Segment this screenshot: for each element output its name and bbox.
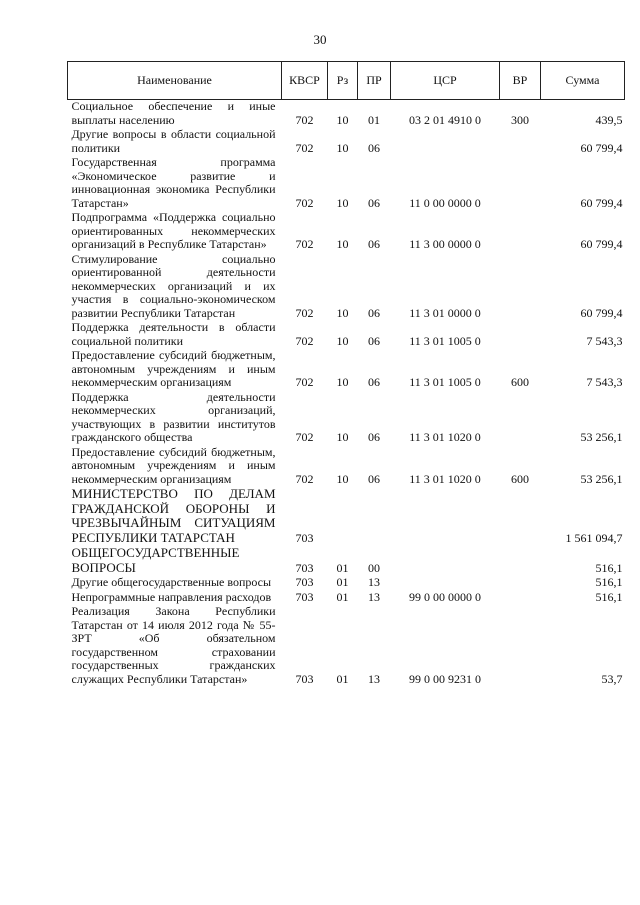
table-row [68, 546, 625, 576]
row-name-cell: Стимулирование социально ориентированной деятельности некоммерческих организаций и их участия в социально-экономическом развитии Республики Татарстан [71, 251, 276, 320]
row-pr-cell [358, 487, 391, 546]
row-csr-cell: 03 2 01 4910 0 [409, 112, 481, 127]
row-kvsr-cell: 702 [295, 430, 314, 444]
row-vr-cell [500, 391, 541, 446]
row-sum-cell: 516,1 [595, 589, 623, 604]
row-name-cell: Поддержка деятельности в области социальной политики [71, 320, 276, 348]
row-csr-cell: 11 3 01 1005 0 [409, 375, 481, 389]
row-kvsr-cell: 702 [295, 333, 314, 348]
table-header-row [68, 62, 625, 100]
row-sum-cell: 516,1 [595, 575, 623, 589]
row-kvsr-cell: 703 [295, 589, 314, 604]
row-pr-cell: 06 [368, 195, 380, 210]
row-csr-cell: 11 3 01 1020 0 [409, 471, 481, 486]
table-row [68, 446, 625, 488]
row-csr-cell: 11 3 00 0000 0 [409, 237, 481, 251]
table-row [68, 605, 625, 687]
row-sum-cell: 516,1 [595, 560, 623, 575]
row-pr-cell: 06 [368, 237, 380, 251]
row-rz-cell [328, 487, 358, 546]
header-pr: ПР [358, 62, 391, 100]
row-rz-cell: 01 [336, 671, 349, 686]
row-vr-cell [500, 253, 541, 322]
header-name: Наименование [68, 62, 282, 100]
row-vr-cell: 600 [511, 375, 529, 389]
row-csr-cell: 11 3 01 1005 0 [409, 333, 481, 348]
row-pr-cell: 00 [368, 560, 380, 575]
row-csr-cell: 99 0 00 9231 0 [409, 671, 481, 686]
row-vr-cell [500, 487, 541, 546]
row-name-cell: Другие вопросы в области социальной политики [71, 127, 276, 155]
row-vr-cell [500, 576, 541, 591]
row-name-cell: Непрограммные направления расходов [71, 589, 272, 604]
row-kvsr-cell: 702 [295, 471, 314, 486]
row-rz-cell: 10 [336, 375, 349, 389]
row-pr-cell: 13 [368, 575, 380, 589]
row-name-cell: Предоставление субсидий бюджетным, автономным учреждениям и иным некоммерческим организациям [71, 348, 276, 389]
page-number: 30 [313, 32, 327, 47]
row-rz-cell: 10 [336, 112, 349, 127]
row-kvsr-cell: 702 [295, 305, 314, 320]
row-csr-cell: 11 0 00 0000 0 [409, 195, 481, 210]
row-sum-cell: 53 256,1 [580, 471, 623, 486]
row-vr-cell [500, 128, 541, 156]
row-sum-cell: 7 543,3 [586, 375, 623, 389]
row-rz-cell: 10 [336, 195, 349, 210]
row-kvsr-cell: 703 [295, 671, 314, 686]
row-kvsr-cell: 703 [295, 560, 314, 575]
row-vr-cell: 300 [511, 112, 529, 127]
row-vr-cell [500, 591, 541, 606]
row-csr-cell: 99 0 00 0000 0 [409, 589, 481, 604]
row-name-cell: Поддержка деятельности некоммерческих организаций, участвующих в развитии институтов гражданского общества [71, 389, 276, 444]
header-kvsr: КВСР [282, 62, 328, 100]
table-row [68, 487, 625, 546]
row-sum-cell: 60 799,4 [580, 305, 623, 320]
row-csr-cell: 11 3 01 0000 0 [409, 305, 481, 320]
row-kvsr-cell: 702 [295, 195, 314, 210]
row-kvsr-cell: 702 [295, 375, 314, 389]
header-sum: Сумма [541, 62, 625, 100]
table-row [68, 156, 625, 211]
table-row [68, 576, 625, 591]
row-name-cell: Подпрограмма «Поддержка социально ориентированных некоммерческих организаций в Республике Татарстан» [71, 210, 276, 251]
row-vr-cell [500, 546, 541, 576]
row-csr-cell: 11 3 01 1020 0 [409, 430, 481, 444]
row-vr-cell [500, 211, 541, 253]
row-sum-cell: 1 561 094,7 [565, 530, 623, 545]
row-sum-cell: 60 799,4 [580, 140, 623, 155]
row-pr-cell: 13 [368, 671, 380, 686]
row-csr-cell [391, 128, 500, 156]
row-rz-cell: 01 [336, 575, 349, 589]
header-vr: ВР [500, 62, 541, 100]
header-rz: Рз [328, 62, 358, 100]
row-name-cell: Реализация Закона Республики Татарстан от 14 июля 2012 года № 55-ЗРТ «Об обязательном государственном страховании государственных гражданских служащих Республики Татарстан» [71, 604, 276, 686]
row-name-cell: Социальное обеспечение и иные выплаты населению [71, 99, 276, 127]
row-pr-cell: 06 [368, 305, 380, 320]
row-name-cell: ОБЩЕГОСУДАРСТВЕННЫЕ ВОПРОСЫ [71, 545, 240, 575]
table-row [68, 591, 625, 606]
row-sum-cell: 60 799,4 [580, 237, 623, 251]
row-rz-cell: 10 [336, 237, 349, 251]
row-sum-cell: 60 799,4 [580, 195, 623, 210]
row-name-cell: МИНИСТЕРСТВО ПО ДЕЛАМ ГРАЖДАНСКОЙ ОБОРОНЫ И ЧРЕЗВЫЧАЙНЫМ СИТУАЦИЯМ РЕСПУБЛИКИ ТАТАРСТАН [71, 486, 276, 545]
row-kvsr-cell: 703 [295, 530, 314, 545]
row-pr-cell: 06 [368, 430, 380, 444]
table-body [68, 100, 625, 688]
row-pr-cell: 06 [368, 140, 380, 155]
row-vr-cell [500, 321, 541, 349]
row-rz-cell: 10 [336, 430, 349, 444]
row-sum-cell: 53 256,1 [580, 430, 623, 444]
row-pr-cell: 01 [368, 112, 380, 127]
row-sum-cell: 53,7 [601, 671, 623, 686]
row-kvsr-cell: 703 [295, 575, 314, 589]
row-pr-cell: 13 [368, 589, 380, 604]
row-name-cell: Предоставление субсидий бюджетным, автономным учреждениям и иным некоммерческим организациям [71, 444, 276, 486]
row-pr-cell: 06 [368, 375, 380, 389]
row-name-cell: Государственная программа «Экономическое развитие и инновационная экономика Республики Татарстан» [71, 155, 276, 210]
row-name-cell: Другие общегосударственные вопросы [71, 575, 272, 589]
row-sum-cell: 439,5 [595, 112, 623, 127]
table-row [68, 253, 625, 322]
table-row [68, 128, 625, 156]
row-vr-cell [500, 605, 541, 687]
table-row [68, 391, 625, 446]
row-vr-cell: 600 [511, 471, 529, 486]
row-csr-cell [391, 546, 500, 576]
row-kvsr-cell: 702 [295, 237, 314, 251]
table-row [68, 211, 625, 253]
row-rz-cell: 10 [336, 471, 349, 486]
row-rz-cell: 01 [336, 560, 349, 575]
row-kvsr-cell: 702 [295, 112, 314, 127]
row-rz-cell: 10 [336, 140, 349, 155]
row-vr-cell [500, 156, 541, 211]
table-row [68, 349, 625, 391]
row-rz-cell: 10 [336, 333, 349, 348]
row-pr-cell: 06 [368, 333, 380, 348]
table-row [68, 321, 625, 349]
row-csr-cell [391, 576, 500, 591]
row-rz-cell: 01 [336, 589, 349, 604]
table-row [68, 100, 625, 129]
row-rz-cell: 10 [336, 305, 349, 320]
row-kvsr-cell: 702 [295, 140, 314, 155]
row-sum-cell: 7 543,3 [586, 333, 623, 348]
row-pr-cell: 06 [368, 471, 380, 486]
row-csr-cell [391, 487, 500, 546]
header-csr: ЦСР [391, 62, 500, 100]
budget-table [67, 61, 625, 687]
